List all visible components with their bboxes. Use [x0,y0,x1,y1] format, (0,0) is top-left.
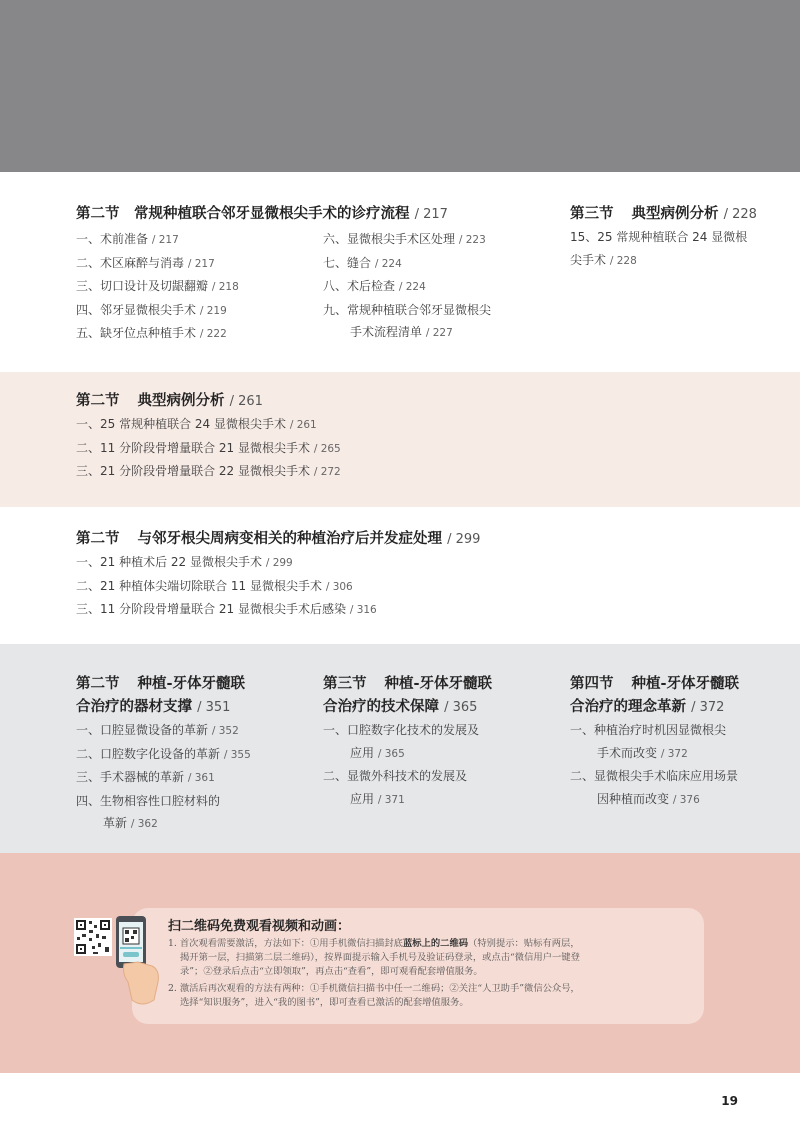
toc-items-col-b [323,228,491,345]
toc-section-261 [76,390,341,484]
qr-instruction-line: 2. 激活后再次观看的方法有两种：①手机微信扫描书中任一二维码；②关注“人卫助手”微信公众号， [168,983,580,994]
section-title[interactable]: 第三节 种植-牙体牙髓联 [323,676,493,692]
toc-item[interactable]: 一、口腔显微设备的革新 / 352 [76,723,239,737]
toc-item[interactable]: 二、口腔数字化设备的革新 / 355 [76,746,251,761]
toc-section-299 [76,528,480,622]
toc-item-continuation[interactable]: 革新 / 362 [103,816,158,830]
section-title[interactable]: 第二节 与邻牙根尖周病变相关的种植治疗后并发症处理 / 299 [76,531,481,547]
page-number: 19 [721,1094,738,1108]
toc-item[interactable]: 四、邻牙显微根尖手术 / 219 [76,302,227,317]
toc-item[interactable]: 九、常规种植联合邻牙显微根尖 [323,302,492,317]
qr-instruction-line: 1. 首次观看需要激活，方法如下：①用手机微信扫描封底蓝标上的二维码（特别提示：贴标有两层， [168,938,580,949]
toc-item-continuation[interactable]: 手术流程清单 / 227 [350,325,453,339]
toc-item[interactable]: 二、显微根尖手术临床应用场景 [570,769,739,783]
section-title-continuation[interactable]: 合治疗的理念革新 / 372 [570,699,725,715]
toc-item[interactable]: 二、11 分阶段骨增量联合 21 显微根尖手术 / 265 [76,440,341,455]
qr-instruction-line: 选择“知识服务”，进入“我的图书”，即可查看已激活的配套增值服务。 [180,997,469,1008]
toc-item[interactable]: 一、种植治疗时机因显微根尖 [570,723,727,737]
toc-item[interactable]: 一、25 常规种植联合 24 显微根尖手术 / 261 [76,417,317,431]
toc-item[interactable]: 三、切口设计及切龈翻瓣 / 218 [76,279,239,293]
qr-instruction-line: 揭开第一层，扫描第二层二维码），按界面提示输入手机号及验证码登录，或点击“微信用户一键登 [180,952,580,963]
toc-section-372 [570,673,739,811]
toc-section-217 [76,203,448,226]
section-title[interactable]: 第三节 典型病例分析 / 228 [570,206,757,222]
toc-item[interactable]: 五、缺牙位点种植手术 / 222 [76,326,227,340]
top-gray-band [0,0,800,172]
toc-item-continuation[interactable]: 手术而改变 / 372 [597,745,688,760]
toc-item[interactable]: 15、25 常规种植联合 24 显微根 [570,230,748,244]
toc-item[interactable]: 六、显微根尖手术区处理 / 223 [323,232,486,246]
toc-item[interactable]: 三、21 分阶段骨增量联合 22 显微根尖手术 / 272 [76,464,341,478]
footer-band [0,1073,800,1146]
section-title[interactable]: 第二节 典型病例分析 / 261 [76,393,263,409]
qr-title: 扫二维码免费观看视频和动画： [168,919,351,934]
toc-item[interactable]: 一、术前准备 / 217 [76,232,179,246]
toc-item[interactable]: 四、生物相容性口腔材料的 [76,793,221,808]
section-title[interactable]: 第二节 种植-牙体牙髓联 [76,676,246,692]
toc-section-365 [323,673,492,811]
toc-item-continuation[interactable]: 应用 / 371 [350,791,405,806]
toc-item-continuation[interactable]: 尖手术 / 228 [570,252,637,267]
toc-item[interactable]: 七、缝合 / 224 [323,255,402,270]
toc-section-228 [570,203,757,272]
toc-item[interactable]: 三、手术器械的革新 / 361 [76,770,215,784]
qr-instruction-line: 录”；②登录后点击“立即领取”，再点击“查看”，即可观看配套增值服务。 [180,966,483,977]
section-title[interactable]: 第二节 常规种植联合邻牙显微根尖手术的诊疗流程 / 217 [76,206,448,222]
toc-item[interactable]: 一、21 种植术后 22 显微根尖手术 / 299 [76,555,293,569]
section-title-continuation[interactable]: 合治疗的器材支撑 / 351 [76,699,231,715]
toc-item[interactable]: 二、21 种植体尖端切除联合 11 显微根尖手术 / 306 [76,578,353,593]
toc-item[interactable]: 一、口腔数字化技术的发展及 [323,723,480,737]
section-title[interactable]: 第四节 种植-牙体牙髓联 [570,676,740,692]
toc-item-continuation[interactable]: 应用 / 365 [350,745,405,760]
toc-section-351 [76,673,251,836]
toc-item[interactable]: 三、11 分阶段骨增量联合 21 显微根尖手术后感染 / 316 [76,602,377,616]
section-title-continuation[interactable]: 合治疗的技术保障 / 365 [323,699,478,715]
toc-items-col-a [76,228,239,346]
qr-phone-hand-icon [72,912,172,1012]
toc-item[interactable]: 二、术区麻醉与消毒 / 217 [76,255,215,270]
toc-item-continuation[interactable]: 因种植而改变 / 376 [597,791,700,806]
toc-item[interactable]: 八、术后检查 / 224 [323,279,426,293]
toc-item[interactable]: 二、显微外科技术的发展及 [323,769,468,783]
